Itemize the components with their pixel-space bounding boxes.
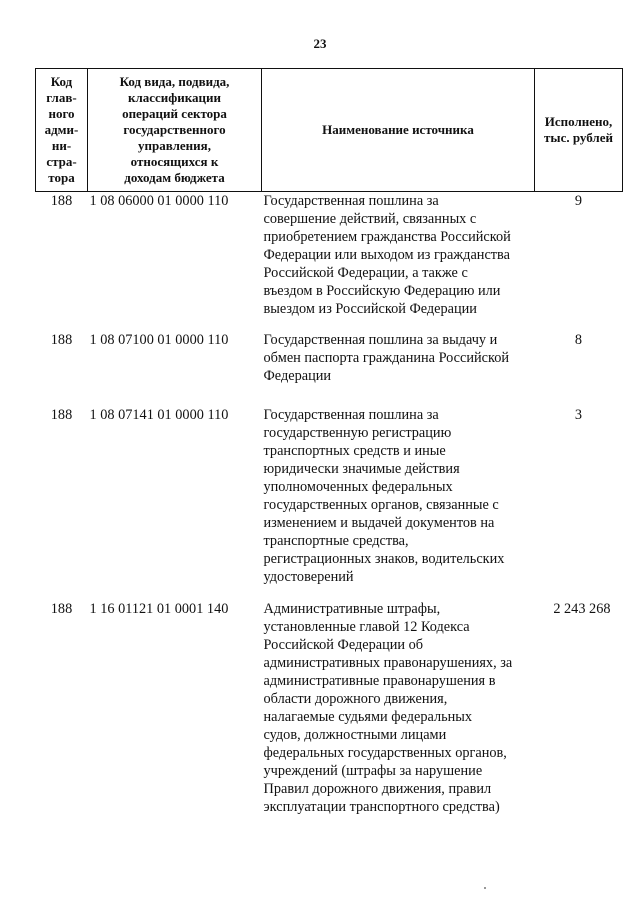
page-number: 23 (313, 36, 327, 51)
admin-code-cell: 188 (50, 193, 73, 209)
kind-code-cell: 1 08 07100 01 0000 110 (89, 331, 229, 348)
header-kind-code: Код вида, подвида, классификации операций сектора государственного управления, относящихся к доходам бюджета (88, 69, 262, 192)
header-admin-code: Код глав- ного адми- ни- стра- тора (36, 69, 88, 192)
admin-code-cell: 188 (50, 600, 73, 617)
source-name-cell: Государственная пошлина за совершение действий, связанных с приобретением гражданства Российской Федерации или выходом из гражданства Российской Федерации, а также с въездом в Российскую Федерацию или выездом из Российской Федерации (263, 193, 511, 317)
executed-value-cell: 9 (574, 193, 583, 209)
kind-code-cell: 1 08 07141 01 0000 110 (89, 406, 229, 423)
revenue-table (35, 68, 623, 820)
kind-code-cell: 1 16 01121 01 0001 140 (89, 600, 229, 617)
admin-code-cell: 188 (50, 331, 73, 348)
admin-code-cell: 188 (50, 406, 73, 423)
executed-value-cell: 3 (574, 406, 583, 423)
header-source-name: Наименование источника (262, 69, 535, 192)
header-executed: Исполнено, тыс. рублей (535, 69, 623, 192)
source-name-cell: Государственная пошлина за выдачу и обмен паспорта гражданина Российской Федерации (263, 331, 510, 384)
executed-value-cell: 2 243 268 (553, 600, 611, 617)
executed-value-cell: 8 (574, 331, 583, 348)
source-name-cell: Государственная пошлина за государственную регистрацию транспортных средств и иные юридически значимые действия уполномоченных федеральных государственных органов, связанные с изменением и выдачей документов на транспортные средства, регистрационных знаков, водительских удостоверений (263, 406, 505, 585)
source-name-cell: Административные штрафы, установленные главой 12 Кодекса Российской Федерации об административных правонарушениях, за административные правонарушения в области дорожного движения, налагаемые судьями федеральных судов, должностными лицами федеральных государственных органов, учреждений (штрафы за нарушение Правил дорожного движения, правил эксплуатации транспортного средства) (263, 600, 513, 815)
table-row (36, 192, 623, 331)
table-header-row (36, 69, 623, 192)
kind-code-cell: 1 08 06000 01 0000 110 (89, 193, 229, 209)
table-row (36, 406, 623, 600)
table-row (36, 600, 623, 820)
table-row (36, 331, 623, 406)
scan-speck (484, 887, 486, 889)
